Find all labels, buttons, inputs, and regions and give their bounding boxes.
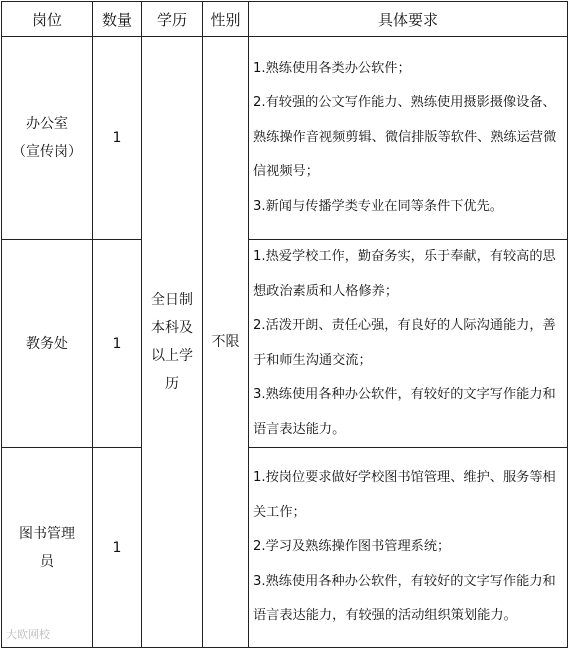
position-line: 教务处 [26, 335, 68, 352]
header-count: 数量 [93, 2, 142, 37]
table-header-row [2, 2, 568, 37]
education-line: 以上学 [151, 348, 193, 364]
position-line: 办公室 [26, 116, 68, 132]
header-position: 岗位 [2, 2, 93, 37]
job-requirements-table [1, 1, 568, 648]
gender-cell: 不限 [203, 37, 249, 648]
requirement-item: 1.熟练使用各类办公软件； [253, 60, 411, 76]
requirement-item: 2.有较强的公文写作能力、熟练使用摄影摄像设备、熟练操作音视频剪辑、微信排版等软件、熟练运营微信视频号； [253, 95, 557, 180]
table-row [2, 37, 568, 240]
header-education: 学历 [142, 2, 203, 37]
requirement-item: 1.按岗位要求做好学校图书馆管理、维护、服务等相关工作； [253, 470, 556, 520]
requirement-item: 1.热爱学校工作，勤奋务实，乐于奉献，有较高的思想政治素质和人格修养； [253, 249, 556, 299]
education-line: 历 [165, 376, 179, 392]
requirement-item: 2.学习及熟练操作图书管理系统； [253, 539, 451, 555]
requirement-item: 3.新闻与传播学类专业在同等条件下优先。 [253, 198, 503, 214]
education-cell [142, 37, 203, 648]
position-cell [2, 37, 93, 240]
header-requirements: 具体要求 [249, 2, 568, 37]
position-line: 图书管理 [19, 525, 75, 542]
position-line: （宣传岗） [12, 144, 82, 160]
requirements-cell [249, 448, 568, 648]
count-cell: 1 [93, 37, 142, 240]
position-line: 员 [40, 553, 54, 570]
education-line: 本科及 [151, 320, 193, 336]
education-line: 全日制 [151, 292, 193, 308]
requirements-cell [249, 37, 568, 240]
requirement-item: 2.活泼开朗、责任心强，有良好的人际沟通能力，善于和师生沟通交流； [253, 318, 556, 368]
position-cell [2, 240, 93, 448]
requirement-item: 3.熟练使用各种办公软件，有较好的文字写作能力和语言表达能力，有较强的活动组织策划能力。 [253, 573, 556, 624]
count-cell: 1 [93, 240, 142, 448]
count-cell: 1 [93, 448, 142, 648]
table-row [2, 448, 568, 648]
requirements-cell [249, 240, 568, 448]
requirement-item: 3.熟练使用各种办公软件，有较好的文字写作能力和语言表达能力。 [253, 387, 556, 437]
watermark: 大欧网校 [6, 628, 50, 641]
header-gender: 性别 [203, 2, 249, 37]
position-cell [2, 448, 93, 648]
table-row [2, 240, 568, 448]
